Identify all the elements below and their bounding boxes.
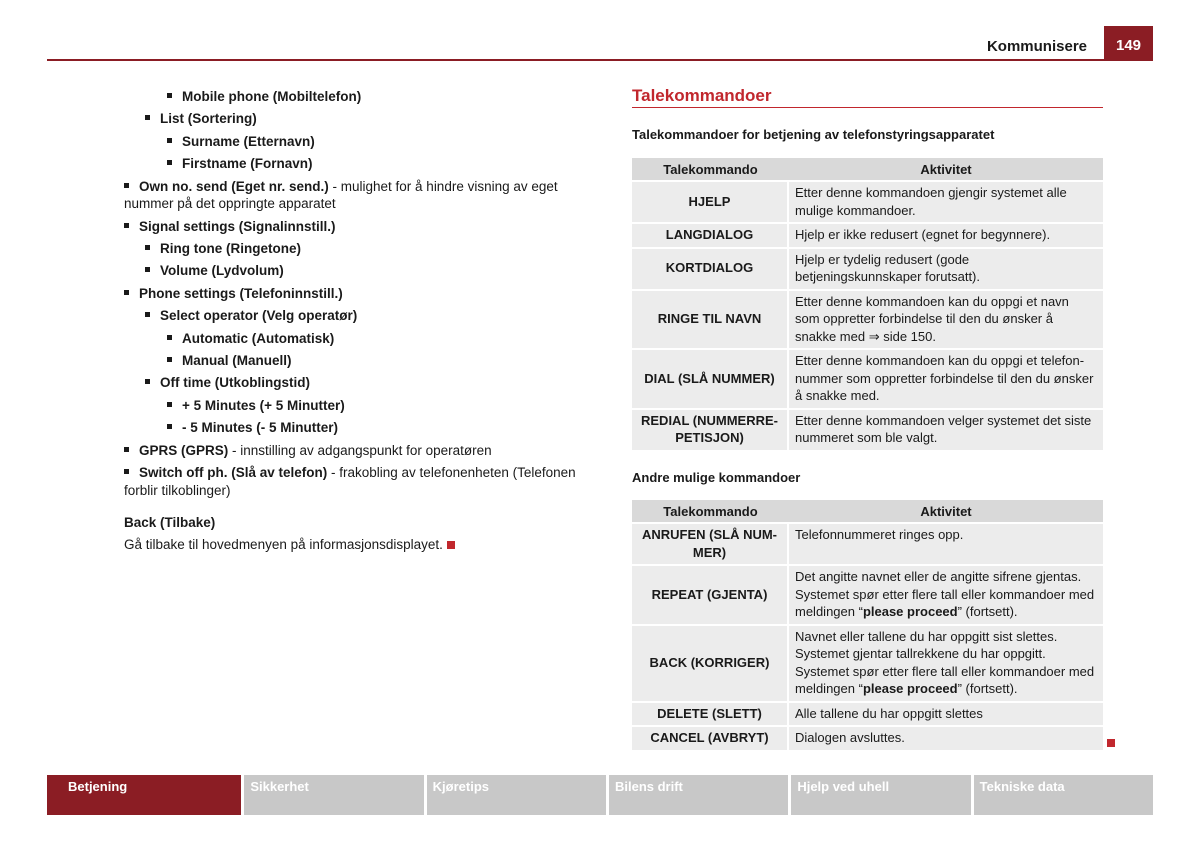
bullet-icon (124, 223, 129, 228)
column-header: Talekommando (632, 500, 789, 522)
activity-cell: Telefonnummeret ringes opp. (789, 524, 1103, 564)
page-number: 149 (1104, 26, 1153, 59)
column-header: Talekommando (632, 158, 789, 180)
command-cell: ANRUFEN (SLÅ NUM-MER) (632, 524, 789, 564)
bullet-icon (124, 183, 129, 188)
bullet-icon (145, 115, 150, 120)
table-row (632, 182, 1103, 222)
back-heading: Back (Tilbake) (124, 515, 216, 531)
left-column (124, 86, 596, 556)
activity-cell: Etter denne kommandoen gjengir systemet alle mulige kommandoer. (789, 182, 1103, 222)
list-item: Signal settings (Signalinnstill.) (124, 216, 596, 238)
bullet-icon (167, 160, 172, 165)
list-item: Off time (Utkoblingstid) (124, 372, 596, 394)
tab-kjoretips[interactable]: Kjøretips (427, 775, 606, 815)
list-item: Ring tone (Ringetone) (124, 238, 596, 260)
table-row (632, 410, 1103, 450)
column-header: Aktivitet (789, 500, 1103, 522)
list-item: + 5 Minutes (+ 5 Minutter) (124, 395, 596, 417)
list-item: Manual (Manuell) (124, 350, 596, 372)
list-item: GPRS (GPRS) - innstilling av adgangspunkt for operatøren (124, 440, 596, 462)
table2-heading: Andre mulige kommandoer (632, 470, 801, 485)
tab-betjening[interactable]: Betjening (47, 775, 241, 815)
tab-bilens-drift[interactable]: Bilens drift (609, 775, 788, 815)
bullet-icon (124, 469, 129, 474)
table-row (632, 291, 1103, 349)
voice-commands-table (632, 156, 1103, 452)
activity-cell: Navnet eller tallene du har oppgitt sist slettes. Systemet gjentar tallrekkene du har oppgitt. Systemet spør etter flere tall eller kommandoer med meldingen “please proceed” (fortsett). (789, 626, 1103, 701)
table-row (632, 224, 1103, 247)
command-cell: RINGE TIL NAVN (632, 291, 789, 349)
activity-cell: Alle tallene du har oppgitt slettes (789, 703, 1103, 726)
section-title: Talekommandoer (632, 86, 772, 105)
activity-cell: Etter denne kommandoen kan du oppgi et telefon-nummer som oppretter forbindelse til den du ønsker å snakke med. (789, 350, 1103, 408)
back-paragraph: Gå tilbake til hovedmenyen på informasjonsdisplayet. (124, 534, 596, 556)
list-item: Phone settings (Telefoninnstill.) (124, 283, 596, 305)
list-item: Select operator (Velg operatør) (124, 305, 596, 327)
bullet-icon (167, 138, 172, 143)
bullet-icon (167, 424, 172, 429)
command-cell: DIAL (SLÅ NUMMER) (632, 350, 789, 408)
table-row (632, 566, 1103, 624)
command-cell: DELETE (SLETT) (632, 703, 789, 726)
list-item: Mobile phone (Mobiltelefon) (124, 86, 596, 108)
bullet-icon (145, 379, 150, 384)
table1-heading: Talekommandoer for betjening av telefonstyringsapparatet (632, 127, 995, 142)
bullet-icon (124, 290, 129, 295)
tab-sikkerhet[interactable]: Sikkerhet (244, 775, 423, 815)
bullet-icon (167, 93, 172, 98)
activity-cell: Hjelp er ikke redusert (egnet for begynnere). (789, 224, 1103, 247)
bullet-icon (167, 335, 172, 340)
end-mark-icon (1107, 739, 1115, 747)
activity-cell: Det angitte navnet eller de angitte sifrene gjentas. Systemet spør etter flere tall eller kommandoer med meldingen “please proceed” (fortsett). (789, 566, 1103, 624)
list-item: - 5 Minutes (- 5 Minutter) (124, 417, 596, 439)
bullet-icon (167, 402, 172, 407)
list-item: Volume (Lydvolum) (124, 260, 596, 282)
bullet-icon (167, 357, 172, 362)
table-row (632, 249, 1103, 289)
list-item: Firstname (Fornavn) (124, 153, 596, 175)
command-cell: CANCEL (AVBRYT) (632, 727, 789, 750)
activity-cell: Hjelp er tydelig redusert (gode betjeningskunnskaper forutsatt). (789, 249, 1103, 289)
activity-cell: Etter denne kommandoen kan du oppgi et navn som oppretter forbindelse til den du ønsker å snakke med ⇒ side 150. (789, 291, 1103, 349)
command-cell: LANGDIALOG (632, 224, 789, 247)
table-row (632, 703, 1103, 726)
tab-hjelp-ved-uhell[interactable]: Hjelp ved uhell (791, 775, 970, 815)
table-row (632, 626, 1103, 701)
command-cell: BACK (KORRIGER) (632, 626, 789, 701)
list-item: List (Sortering) (124, 108, 596, 130)
table-row (632, 727, 1103, 750)
list-item: Switch off ph. (Slå av telefon) - frakobling av telefonenheten (Telefonen forblir tilkoblinger) (124, 465, 576, 498)
activity-cell: Dialogen avsluttes. (789, 727, 1103, 750)
list-item: Surname (Etternavn) (124, 131, 596, 153)
command-cell: REDIAL (NUMMERRE-PETISJON) (632, 410, 789, 450)
section-rule (632, 107, 1103, 108)
command-cell: KORTDIALOG (632, 249, 789, 289)
running-header: Kommunisere (986, 38, 1087, 55)
column-header: Aktivitet (789, 158, 1103, 180)
bullet-icon (145, 245, 150, 250)
tab-tekniske-data[interactable]: Tekniske data (974, 775, 1153, 815)
table-header-row (632, 158, 1103, 180)
table-header-row (632, 500, 1103, 522)
header-rule (47, 59, 1153, 61)
bullet-icon (145, 267, 150, 272)
table-row (632, 524, 1103, 564)
activity-cell: Etter denne kommandoen velger systemet det siste nummeret som ble valgt. (789, 410, 1103, 450)
end-mark-icon (447, 541, 455, 549)
command-cell: REPEAT (GJENTA) (632, 566, 789, 624)
command-cell: HJELP (632, 182, 789, 222)
table-row (632, 350, 1103, 408)
bullet-icon (145, 312, 150, 317)
list-item: Own no. send (Eget nr. send.) - mulighet for å hindre visning av eget nummer på det oppringte apparatet (124, 178, 558, 212)
other-commands-table (632, 498, 1103, 752)
chapter-tabs (47, 775, 1153, 815)
list-item: Automatic (Automatisk) (124, 328, 596, 350)
bullet-icon (124, 447, 129, 452)
